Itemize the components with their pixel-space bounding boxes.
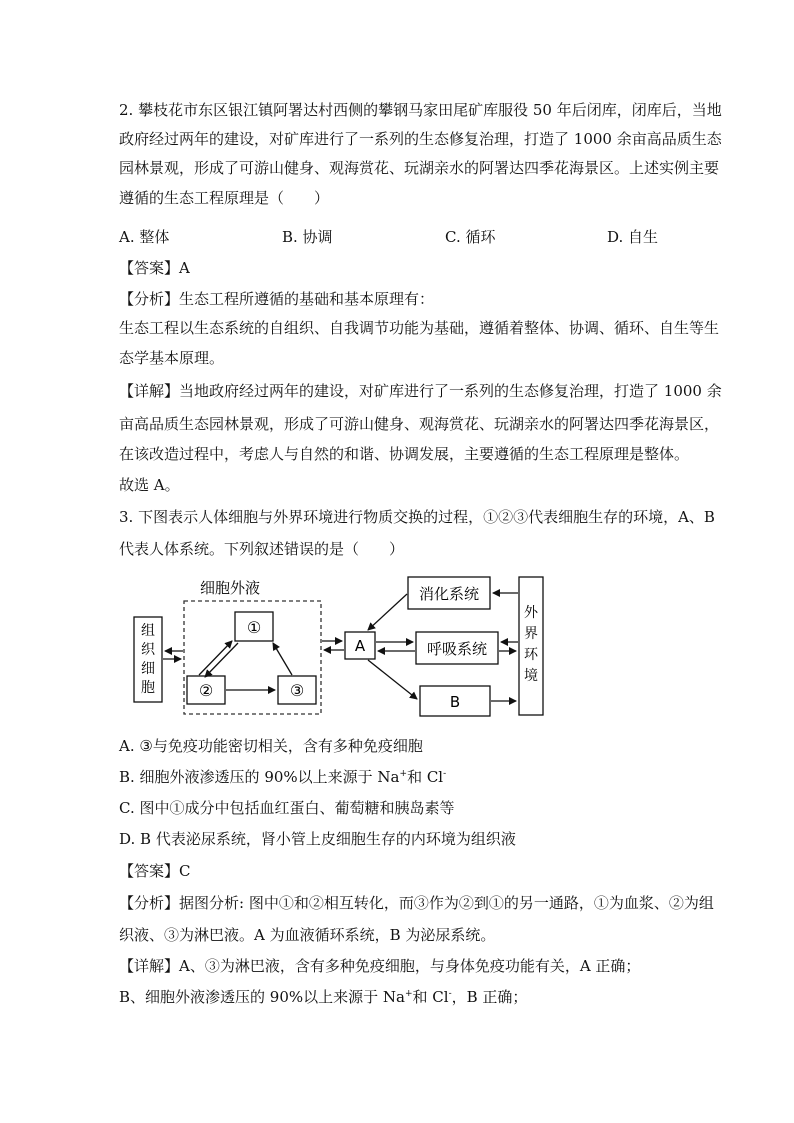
- q3-detail-b-text: B、细胞外液渗透压的 90%以上来源于 Na: [119, 988, 405, 1006]
- tissue-cell-char-1: 组: [141, 623, 155, 639]
- q2-detail-line-3: 在该改造过程中，考虑人与自然的和谐、协调发展，主要遵循的生态工程原理是整体。: [119, 445, 690, 463]
- arrow-3-to-1: [273, 643, 292, 675]
- external-env-char-3: 环: [524, 647, 538, 663]
- q3-option-b-chloride: 和 Cl: [407, 768, 444, 786]
- system-b-label: B: [449, 693, 461, 711]
- q2-detail-line-4: 故选 A。: [119, 476, 180, 494]
- q3-option-c: C. 图中①成分中包括血红蛋白、葡萄糖和胰岛素等: [119, 799, 455, 817]
- q3-answer: 【答案】C: [119, 862, 191, 880]
- q2-stem-line-4: 遵循的生态工程原理是（ ）: [119, 189, 330, 207]
- q2-stem-line-3: 园林景观，形成了可游山健身、观海赏花、玩湖亲水的阿署达四季花海景区。上述实例主要: [119, 159, 720, 177]
- arrow-digestive-to-a: [368, 594, 407, 630]
- q2-option-a: A. 整体: [119, 228, 170, 246]
- system-a-label: A: [354, 637, 366, 655]
- digestive-system-label: 消化系统: [418, 585, 480, 603]
- q3-detail-line-1: 【详解】A、③为淋巴液，含有多种免疫细胞，与身体免疫功能有关，A 正确；: [119, 957, 641, 975]
- external-environment-box: [519, 577, 543, 715]
- sodium-charge-2: +: [404, 989, 413, 999]
- respiratory-system-label: 呼吸系统: [426, 640, 488, 658]
- tissue-fluid-node-label: ②: [198, 681, 214, 700]
- q2-analysis-line-2: 生态工程以生态系统的自组织、自我调节功能为基础，遵循着整体、协调、循环、自生等生: [119, 319, 720, 337]
- q3-detail-b-end: ，B 正确；: [451, 988, 528, 1006]
- tissue-cell-char-4: 胞: [141, 680, 155, 696]
- q2-detail-line-1: 【详解】当地政府经过两年的建设，对矿库进行了一系列的生态修复治理，打造了 1000 余: [119, 382, 722, 400]
- arrow-a-to-b: [368, 660, 417, 699]
- extracellular-fluid-label: 细胞外液: [199, 579, 261, 597]
- plasma-node-label: ①: [246, 618, 262, 637]
- q3-stem-line-2: 代表人体系统。下列叙述错误的是（ ）: [119, 540, 405, 558]
- tissue-cell-char-3: 细: [141, 661, 155, 677]
- q2-stem-line-1: 2. 攀枝花市东区银江镇阿署达村西侧的攀钢马家田尾矿库服役 50 年后闭库，闭库后，当地: [119, 101, 722, 119]
- q3-analysis-line-1: 【分析】据图分析: 图中①和②相互转化，而③作为②到①的另一通路，①为血浆、②为组: [119, 894, 714, 912]
- q2-analysis-line-1: 【分析】生态工程所遵循的基础和基本原理有：: [119, 290, 435, 308]
- q3-analysis-line-2: 织液、③为淋巴液。A 为血液循环系统，B 为泌尿系统。: [119, 926, 496, 944]
- q3-option-b: [119, 767, 446, 787]
- exchange-diagram: [120, 572, 560, 722]
- lymph-node-label: ③: [289, 681, 305, 700]
- q2-option-c: C. 循环: [445, 228, 496, 246]
- chloride-charge: -: [443, 769, 447, 779]
- tissue-cell-char-2: 织: [141, 642, 155, 658]
- q3-option-b-text: B. 细胞外液渗透压的 90%以上来源于 Na: [119, 768, 400, 786]
- q2-answer: 【答案】A: [119, 259, 190, 277]
- q3-detail-b-chloride: 和 Cl: [412, 988, 449, 1006]
- q2-stem-line-2: 政府经过两年的建设，对矿库进行了一系列的生态修复治理，打造了 1000 余亩高品质生态: [119, 130, 722, 148]
- external-env-char-4: 境: [524, 668, 538, 684]
- q2-detail-line-2: 亩高品质生态园林景观，形成了可游山健身、观海赏花、玩湖亲水的阿署达四季花海景区，: [119, 415, 720, 433]
- chloride-charge-2: -: [448, 989, 452, 999]
- q2-analysis-line-3: 态学基本原理。: [119, 349, 225, 367]
- q3-option-a: A. ③与免疫功能密切相关，含有多种免疫细胞: [119, 737, 423, 755]
- q3-option-d: D. B 代表泌尿系统，肾小管上皮细胞生存的内环境为组织液: [119, 830, 516, 848]
- q2-option-b: B. 协调: [282, 228, 333, 246]
- sodium-charge: +: [399, 769, 408, 779]
- q3-detail-line-2: [119, 987, 527, 1007]
- arrow-1-to-2: [205, 643, 238, 677]
- external-env-char-1: 外: [524, 605, 538, 621]
- q3-stem-line-1: 3. 下图表示人体细胞与外界环境进行物质交换的过程，①②③代表细胞生存的环境，A、B: [119, 508, 715, 526]
- external-env-char-2: 界: [524, 626, 538, 642]
- q2-option-d: D. 自生: [607, 228, 659, 246]
- arrow-2-to-1: [199, 641, 232, 675]
